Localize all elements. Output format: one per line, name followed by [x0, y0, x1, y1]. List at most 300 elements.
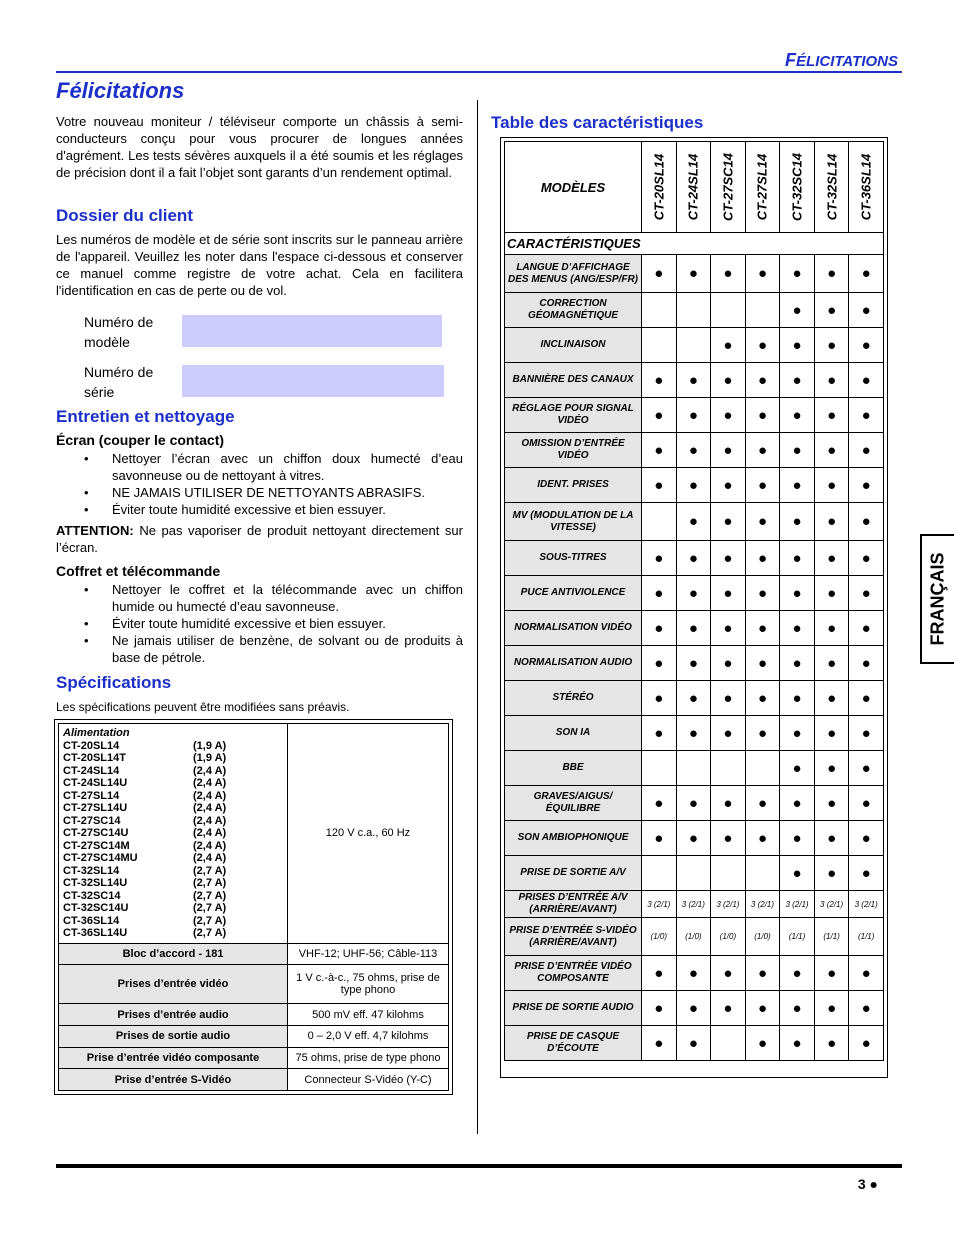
model-column-header: CT-20SL14 [642, 142, 677, 233]
feature-cell: ● [642, 716, 677, 751]
feature-cell [642, 503, 677, 541]
table-row [505, 821, 884, 856]
feature-cell: ● [814, 821, 849, 856]
feature-cell [745, 751, 780, 786]
features-table-frame [500, 137, 888, 1078]
power-model-current: (1,9 A) [193, 752, 227, 764]
page-title: Félicitations [56, 78, 185, 103]
feature-cell: ● [849, 328, 884, 363]
feature-name: IDENT. PRISES [505, 468, 642, 503]
power-model-name: CT-27SC14M [63, 839, 130, 852]
page-number: 3 ● [857, 1176, 878, 1192]
table-row [59, 1025, 449, 1047]
feature-cell: ● [780, 541, 815, 576]
feature-cell: (1/0) [676, 918, 711, 956]
specifications-table [58, 723, 449, 1091]
entretien-heading: Entretien et nettoyage [56, 407, 235, 426]
power-model-current: (2,7 A) [193, 914, 227, 927]
feature-cell: ● [849, 681, 884, 716]
features-body [505, 255, 884, 1061]
power-model-name: CT-32SL14U [63, 877, 128, 889]
feature-cell: ● [642, 468, 677, 503]
table-row [59, 1047, 449, 1069]
carac-row [505, 233, 884, 255]
feature-name: PRISE D’ENTRÉE VIDÉO COMPOSANTE [505, 956, 642, 991]
feature-cell: ● [676, 646, 711, 681]
feature-cell: 3 (2/1) [642, 891, 677, 918]
table-row [59, 1069, 449, 1091]
feature-name: PRISES D’ENTRÉE A/V (ARRIÈRE/AVANT) [505, 891, 642, 918]
power-model-current: (1,9 A) [193, 739, 227, 752]
feature-cell: ● [711, 956, 746, 991]
power-model-name: CT-27SL14 [63, 789, 120, 802]
table-row [59, 943, 449, 965]
feature-name: SON IA [505, 716, 642, 751]
feature-cell: ● [711, 363, 746, 398]
spec-label: Prise d’entrée S-Vidéo [59, 1069, 288, 1091]
serial-number-label: Numéro de série [84, 364, 154, 400]
feature-cell: ● [676, 956, 711, 991]
power-model-current: (2,4 A) [193, 814, 227, 827]
feature-cell: ● [849, 751, 884, 786]
table-row [505, 751, 884, 786]
feature-name: LANGUE D’AFFICHAGE DES MENUS (ANG/ESP/FR) [505, 255, 642, 293]
power-model-current: (2,4 A) [193, 789, 227, 802]
features-heading: Table des caractéristiques [491, 113, 704, 132]
feature-cell: ● [642, 991, 677, 1026]
feature-cell: ● [780, 433, 815, 468]
model-column-header: CT-24SL14 [676, 142, 711, 233]
list-item: • Nettoyer le coffret et la télécommande avec un chiffon humide ou humecté d’eau savonneuse. [56, 581, 463, 615]
feature-name: GRAVES/AIGUS/ ÉQUILIBRE [505, 786, 642, 821]
feature-name: RÉGLAGE POUR SIGNAL VIDÉO [505, 398, 642, 433]
power-model-current: (2,7 A) [193, 902, 227, 914]
feature-cell: ● [711, 398, 746, 433]
power-model-current: (2,4 A) [193, 852, 227, 864]
feature-cell: ● [642, 786, 677, 821]
feature-cell: ● [780, 468, 815, 503]
power-model-name: CT-32SC14 [63, 889, 121, 902]
feature-cell [745, 856, 780, 891]
table-row [505, 681, 884, 716]
feature-cell: ● [642, 541, 677, 576]
feature-name: BBE [505, 751, 642, 786]
feature-cell: ● [745, 468, 780, 503]
power-model-current: (2,7 A) [193, 927, 227, 939]
feature-cell: ● [676, 991, 711, 1026]
feature-name: PUCE ANTIVIOLENCE [505, 576, 642, 611]
table-row [505, 503, 884, 541]
table-row [505, 1026, 884, 1061]
feature-name: STÉRÉO [505, 681, 642, 716]
feature-cell: ● [814, 576, 849, 611]
feature-cell: ● [814, 328, 849, 363]
power-model-name: CT-36SL14 [63, 914, 120, 927]
feature-cell [711, 856, 746, 891]
power-model-name: CT-27SC14 [63, 814, 121, 827]
features-table [504, 141, 884, 1061]
feature-cell [676, 293, 711, 328]
feature-cell [642, 293, 677, 328]
table-row [505, 956, 884, 991]
coffret-subheading: Coffret et télécommande [56, 563, 221, 579]
feature-cell: ● [814, 363, 849, 398]
feature-cell: ● [676, 716, 711, 751]
feature-cell: ● [780, 503, 815, 541]
feature-cell: ● [780, 956, 815, 991]
feature-cell: ● [814, 681, 849, 716]
spec-value: Connecteur S-Vidéo (Y-C) [288, 1069, 449, 1091]
spec-label: Prises d’entrée audio [59, 1004, 288, 1026]
feature-name: BANNIÈRE DES CANAUX [505, 363, 642, 398]
power-model-name: CT-20SL14T [63, 752, 126, 764]
attention-note: ATTENTION: Ne pas vaporiser de produit nettoyant directement sur l’écran. [56, 523, 463, 555]
feature-cell: ● [642, 398, 677, 433]
feature-cell: ● [676, 433, 711, 468]
power-model-name: CT-27SC14U [63, 827, 129, 839]
feature-cell: ● [642, 956, 677, 991]
feature-cell: ● [745, 576, 780, 611]
feature-cell: ● [642, 646, 677, 681]
table-row [505, 398, 884, 433]
feature-cell: ● [642, 681, 677, 716]
table-row [505, 786, 884, 821]
feature-cell: ● [814, 786, 849, 821]
feature-cell: ● [780, 856, 815, 891]
feature-cell: ● [745, 786, 780, 821]
power-model-name: CT-24SL14U [63, 777, 128, 789]
feature-cell [745, 293, 780, 328]
feature-name: CORRECTION GÉOMAGNÉTIQUE [505, 293, 642, 328]
spec-value: 500 mV eff. 47 kilohms [288, 1004, 449, 1026]
feature-cell: ● [676, 1026, 711, 1061]
feature-cell: ● [814, 991, 849, 1026]
feature-name: INCLINAISON [505, 328, 642, 363]
feature-cell: ● [780, 1026, 815, 1061]
spec-value: 0 – 2,0 V eff. 4,7 kilohms [288, 1025, 449, 1047]
feature-name: PRISE DE SORTIE AUDIO [505, 991, 642, 1026]
feature-cell: ● [745, 956, 780, 991]
specifications-heading: Spécifications [56, 673, 172, 692]
feature-name: PRISE DE CASQUE D’ÉCOUTE [505, 1026, 642, 1061]
feature-cell: ● [780, 821, 815, 856]
feature-cell: ● [745, 541, 780, 576]
feature-cell: ● [780, 328, 815, 363]
power-model-name: CT-24SL14 [63, 764, 120, 777]
model-column-header: CT-36SL14 [849, 142, 884, 233]
table-row [505, 856, 884, 891]
power-model-name: CT-27SL14U [63, 802, 128, 814]
feature-cell [676, 856, 711, 891]
table-row [505, 716, 884, 751]
feature-cell: ● [849, 821, 884, 856]
feature-cell: ● [711, 991, 746, 1026]
table-row [505, 433, 884, 468]
power-models-cell [59, 724, 288, 944]
footer-rule [56, 1164, 902, 1168]
language-tab: FRANÇAIS [920, 534, 954, 664]
feature-cell: ● [849, 468, 884, 503]
feature-cell: ● [642, 433, 677, 468]
feature-cell: (1/0) [642, 918, 677, 956]
feature-cell: ● [814, 1026, 849, 1061]
feature-cell: ● [849, 956, 884, 991]
feature-cell: ● [711, 681, 746, 716]
feature-cell: ● [780, 363, 815, 398]
feature-cell: ● [711, 503, 746, 541]
power-model-name: CT-20SL14 [63, 739, 120, 752]
feature-cell [711, 751, 746, 786]
feature-cell: (1/1) [814, 918, 849, 956]
feature-cell: ● [849, 786, 884, 821]
feature-cell: ● [711, 576, 746, 611]
feature-cell: 3 (2/1) [745, 891, 780, 918]
feature-name: SOUS-TITRES [505, 541, 642, 576]
table-row [505, 611, 884, 646]
feature-cell: ● [711, 646, 746, 681]
feature-cell: ● [745, 646, 780, 681]
feature-cell: ● [849, 856, 884, 891]
feature-cell: ● [814, 646, 849, 681]
list-item: • Éviter toute humidité excessive et bien essuyer. [56, 615, 463, 632]
specifications-note: Les spécifications peuvent être modifiées sans préavis. [56, 700, 350, 714]
spec-value: 1 V c.-à-c., 75 ohms, prise de type phono [288, 965, 449, 1004]
feature-cell: ● [676, 576, 711, 611]
specifications-table-frame [54, 719, 453, 1095]
feature-cell [642, 751, 677, 786]
feature-cell: ● [814, 716, 849, 751]
power-heading: Alimentation [63, 727, 130, 739]
feature-cell: ● [676, 255, 711, 293]
feature-cell: ● [676, 821, 711, 856]
feature-cell: ● [711, 433, 746, 468]
models-header: MODÈLES [505, 142, 642, 233]
feature-cell: ● [676, 398, 711, 433]
feature-cell: (1/1) [849, 918, 884, 956]
feature-cell: ● [849, 255, 884, 293]
serial-number-field[interactable] [182, 365, 444, 397]
feature-cell: ● [642, 821, 677, 856]
feature-cell: ● [780, 611, 815, 646]
feature-name: PRISE DE SORTIE A/V [505, 856, 642, 891]
feature-cell: ● [814, 956, 849, 991]
table-row [505, 541, 884, 576]
spec-label: Prises de sortie audio [59, 1025, 288, 1047]
feature-cell: ● [676, 681, 711, 716]
feature-cell: ● [676, 468, 711, 503]
ecran-list [56, 450, 463, 518]
feature-cell: ● [814, 856, 849, 891]
feature-cell: ● [780, 681, 815, 716]
feature-cell: ● [814, 255, 849, 293]
dossier-paragraph: Les numéros de modèle et de série sont inscrits sur le panneau arrière de l'appareil. Veuillez les noter dans l'espace ci-dessous et conserver ce manuel comme registre de votre achat. Cela en facilitera l'identification en cas de perte ou de vol. [56, 232, 463, 298]
feature-cell: ● [849, 991, 884, 1026]
spec-value: VHF-12; UHF-56; Câble-113 [288, 943, 449, 965]
feature-cell: ● [711, 468, 746, 503]
model-column-header: CT-32SC14 [780, 142, 815, 233]
power-model-current: (2,7 A) [193, 864, 227, 877]
feature-cell: ● [849, 503, 884, 541]
feature-cell: ● [745, 255, 780, 293]
power-model-current: (2,4 A) [193, 764, 227, 777]
list-item: • Ne jamais utiliser de benzène, de solvant ou de produits à base de pétrole. [56, 632, 463, 666]
column-divider [477, 100, 478, 1134]
feature-name: SON AMBIOPHONIQUE [505, 821, 642, 856]
feature-cell: ● [849, 293, 884, 328]
feature-cell: ● [849, 363, 884, 398]
table-row [505, 328, 884, 363]
feature-cell: ● [814, 468, 849, 503]
feature-name: NORMALISATION AUDIO [505, 646, 642, 681]
model-number-field[interactable] [182, 315, 442, 347]
power-model-name: CT-32SC14U [63, 902, 129, 914]
table-row [505, 918, 884, 956]
feature-cell: ● [849, 541, 884, 576]
table-row [505, 646, 884, 681]
table-row [59, 1004, 449, 1026]
spec-label: Bloc d’accord - 181 [59, 943, 288, 965]
feature-name: OMISSION D’ENTRÉE VIDÉO [505, 433, 642, 468]
feature-cell: ● [642, 363, 677, 398]
header-rule [56, 71, 902, 73]
feature-cell: ● [849, 1026, 884, 1061]
feature-cell: ● [676, 786, 711, 821]
feature-cell: ● [745, 821, 780, 856]
feature-cell: ● [780, 576, 815, 611]
feature-cell [642, 856, 677, 891]
dossier-heading: Dossier du client [56, 206, 193, 225]
feature-cell: 3 (2/1) [780, 891, 815, 918]
feature-cell: ● [676, 541, 711, 576]
power-models-list [63, 727, 283, 940]
feature-cell: (1/0) [711, 918, 746, 956]
feature-cell: ● [711, 541, 746, 576]
feature-cell: 3 (2/1) [814, 891, 849, 918]
feature-cell: ● [849, 611, 884, 646]
feature-cell: ● [849, 646, 884, 681]
feature-cell: ● [780, 991, 815, 1026]
feature-cell: ● [711, 821, 746, 856]
characteristics-label: CARACTÉRISTIQUES [505, 233, 884, 255]
power-model-current: (2,7 A) [193, 877, 227, 889]
feature-cell: ● [745, 681, 780, 716]
intro-paragraph: Votre nouveau moniteur / téléviseur comporte un châssis à semi-conducteurs conçu pour vous procurer de longues années d'agrément. Les tests sévères auxquels il a été soumis et les réglages de précision dont il a fait l’objet sont garants d’un rendement optimal. [56, 114, 463, 180]
feature-cell: (1/1) [780, 918, 815, 956]
feature-cell: ● [745, 716, 780, 751]
feature-cell: ● [745, 433, 780, 468]
feature-cell: ● [711, 716, 746, 751]
feature-cell: ● [849, 576, 884, 611]
feature-cell: ● [642, 255, 677, 293]
spec-label: Prise d’entrée vidéo composante [59, 1047, 288, 1069]
feature-cell: ● [676, 503, 711, 541]
feature-cell: ● [745, 1026, 780, 1061]
feature-cell [642, 328, 677, 363]
table-row [59, 965, 449, 1004]
feature-cell: ● [745, 503, 780, 541]
feature-cell: ● [642, 611, 677, 646]
feature-cell: ● [814, 293, 849, 328]
model-number-label: Numéro de modèle [84, 314, 154, 350]
ecran-subheading: Écran (couper le contact) [56, 432, 225, 448]
table-row [505, 891, 884, 918]
feature-cell: ● [711, 255, 746, 293]
feature-name: PRISE D’ENTRÉE S-VIDÉO (ARRIÈRE/AVANT) [505, 918, 642, 956]
feature-cell [676, 328, 711, 363]
feature-cell: ● [745, 398, 780, 433]
power-model-current: (2,4 A) [193, 827, 227, 839]
feature-cell: ● [780, 751, 815, 786]
feature-cell: ● [642, 576, 677, 611]
features-header-row [505, 142, 884, 233]
model-column-header: CT-27SL14 [745, 142, 780, 233]
feature-cell: ● [711, 328, 746, 363]
feature-cell: ● [849, 398, 884, 433]
list-item: • Éviter toute humidité excessive et bien essuyer. [56, 501, 463, 518]
spec-value: 75 ohms, prise de type phono [288, 1047, 449, 1069]
feature-cell: ● [814, 503, 849, 541]
spec-label: Prises d’entrée vidéo [59, 965, 288, 1004]
model-column-header: CT-27SC14 [711, 142, 746, 233]
feature-cell: ● [780, 293, 815, 328]
feature-cell: ● [676, 363, 711, 398]
feature-cell: ● [849, 433, 884, 468]
feature-cell: (1/0) [745, 918, 780, 956]
power-model-name: CT-32SL14 [63, 864, 120, 877]
model-column-header: CT-32SL14 [814, 142, 849, 233]
feature-cell: ● [814, 611, 849, 646]
feature-cell: ● [745, 328, 780, 363]
feature-cell [711, 293, 746, 328]
feature-cell: ● [711, 786, 746, 821]
feature-cell: 3 (2/1) [849, 891, 884, 918]
coffret-list [56, 581, 463, 666]
feature-cell: ● [745, 611, 780, 646]
feature-cell: ● [814, 398, 849, 433]
feature-cell: ● [814, 433, 849, 468]
table-row [505, 363, 884, 398]
feature-cell: ● [780, 398, 815, 433]
table-row [505, 255, 884, 293]
feature-cell: 3 (2/1) [711, 891, 746, 918]
power-model-name: CT-27SC14MU [63, 852, 138, 864]
feature-cell: ● [814, 751, 849, 786]
feature-cell: ● [780, 786, 815, 821]
feature-cell: ● [711, 611, 746, 646]
feature-cell: ● [780, 255, 815, 293]
feature-cell [676, 751, 711, 786]
table-row [505, 293, 884, 328]
running-header: FÉLICITATIONS [785, 50, 898, 70]
table-row [505, 991, 884, 1026]
table-row [59, 724, 449, 944]
feature-cell: ● [745, 991, 780, 1026]
power-model-current: (2,7 A) [193, 889, 227, 902]
feature-cell: 3 (2/1) [676, 891, 711, 918]
list-item: • Nettoyer l’écran avec un chiffon doux humecté d’eau savonneuse ou de nettoyant à vitres. [56, 450, 463, 484]
table-row [505, 576, 884, 611]
feature-name: NORMALISATION VIDÉO [505, 611, 642, 646]
power-model-current: (2,4 A) [193, 839, 227, 852]
feature-cell: ● [780, 716, 815, 751]
feature-cell: ● [780, 646, 815, 681]
feature-cell: ● [642, 1026, 677, 1061]
power-model-current: (2,4 A) [193, 802, 227, 814]
feature-name: MV (MODULATION DE LA VITESSE) [505, 503, 642, 541]
feature-cell: ● [745, 363, 780, 398]
feature-cell: ● [814, 541, 849, 576]
power-model-current: (2,4 A) [193, 777, 227, 789]
